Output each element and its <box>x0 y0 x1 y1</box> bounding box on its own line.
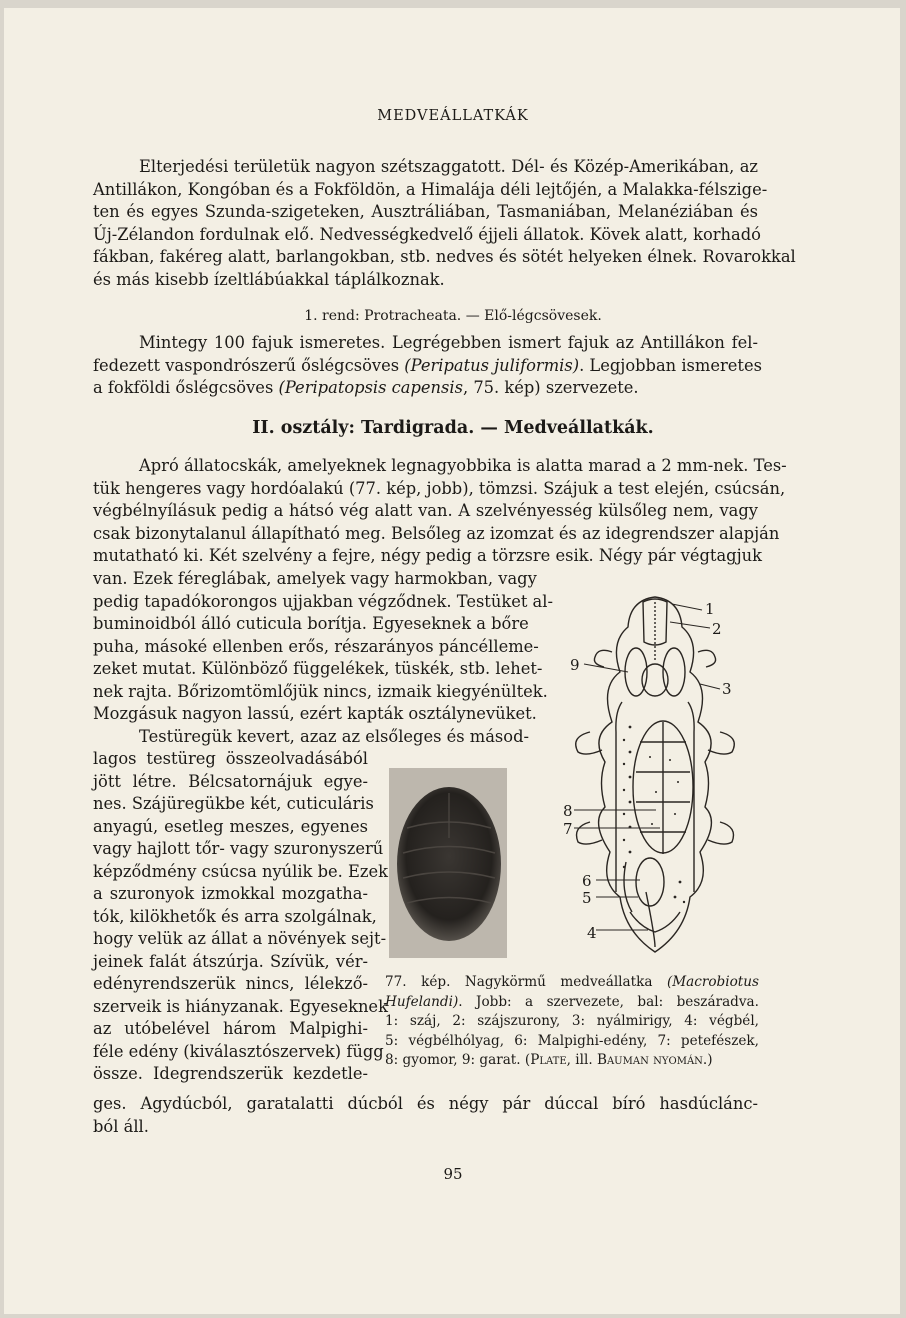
text-line: csak bizonytalanul állapítható meg. Belsőleg az izomzat és az idegrendszer alapján <box>93 523 780 543</box>
text-line: vagy hajlott tőr- vagy szuronyszerű <box>93 839 384 858</box>
text-line: Mintegy 100 fajuk ismeretes. Legrégebben ismert fajuk az Antillákon fel- <box>139 333 758 352</box>
page-number: 95 <box>443 1165 463 1183</box>
label-8: 8 <box>563 802 573 820</box>
label-7: 7 <box>563 820 573 838</box>
order-heading: 1. rend: Protracheata. — Elő-légcsövesek. <box>304 308 602 324</box>
text-line: és más kisebb ízeltlábúakkal táplálkoznak. <box>93 269 445 289</box>
text-line: nes. Szájüregükbe két, cuticuláris <box>93 794 374 813</box>
text-line: fákban, fakéreg alatt, barlangokban, stb. nedves és sötét helyeken élnek. Rovarokkal <box>93 247 796 266</box>
caption-line: 5: végbélhólyag, 6: Malpighi-edény, 7: petefészek, <box>385 1032 759 1049</box>
tardigrade-anatomy-figure <box>560 592 750 967</box>
text-beside-figure <box>93 568 553 748</box>
text-line: ten és egyes Szunda-szigeteken, Ausztráliában, Tasmaniában, Melanéziában és <box>93 202 758 221</box>
text-line: képződmény csúcsa nyúlik be. Ezek <box>93 861 388 881</box>
text-line: a fokföldi őslégcsöves (Peripatopsis capensis, 75. kép) szervezete. <box>93 378 639 397</box>
label-5: 5 <box>582 889 592 907</box>
caption-line: 1: száj, 2: szájszurony, 3: nyálmirigy, 4: végbél, <box>385 1013 759 1029</box>
text-line: edényrendszerük nincs, lélekző- <box>93 974 368 993</box>
text-line: ges. Agydúcból, garatalatti dúcból és négy pár dúccal bíró hasdúclánc- <box>93 1094 758 1113</box>
text-line: az utóbelével három Malpighi- <box>93 1019 368 1038</box>
label-6: 6 <box>582 872 592 890</box>
text-line: össze. Idegrendszerük kezdetle- <box>93 1064 368 1083</box>
text-line: a szuronyok izmokkal mozgatha- <box>93 884 368 903</box>
caption-line: Hufelandi). Jobb: a szervezete, bal: beszáradva. <box>385 993 759 1010</box>
dried-tardigrade-photo <box>389 768 507 958</box>
text-line: fedezett vaspondrószerű őslégcsöves (Peripatus juliformis). Legjobban ismeretes <box>93 355 762 375</box>
text-line: puha, másoké ellenben erős, részarányos páncélleme- <box>93 636 539 656</box>
label-3: 3 <box>722 680 732 698</box>
class-heading: II. osztály: Tardigrada. — Medveállatkák. <box>252 418 654 438</box>
running-header: MEDVEÁLLATKÁK <box>377 108 529 124</box>
figure-caption <box>385 973 759 1071</box>
label-4: 4 <box>587 924 597 942</box>
intro-paragraph <box>93 156 796 291</box>
text-line: Antillákon, Kongóban és a Fokföldön, a Himalája déli lejtőjén, a Malakka-félszige- <box>93 179 768 199</box>
closing-lines <box>93 1093 758 1138</box>
text-line: Elterjedési területük nagyon szétszaggatott. Dél- és Közép-Amerikában, az <box>139 157 758 176</box>
caption-line: 77. kép. Nagykörmű medveállatka (Macrobiotus <box>385 974 759 990</box>
text-line: ból áll. <box>93 1116 149 1136</box>
order-paragraph <box>93 332 762 400</box>
text-line: végbélnyílásuk pedig a hátsó vég alatt van. A szelvényesség külsőleg nem, vagy <box>93 501 758 520</box>
text-beside-photo <box>93 748 388 1086</box>
label-9: 9 <box>570 656 580 674</box>
text-line: tók, kilökhetők és arra szolgálnak, <box>93 906 377 926</box>
text-line: Új-Zélandon fordulnak elő. Nedvességkedvelő éjjeli állatok. Kövek alatt, korhadó <box>93 224 761 244</box>
tardigrada-paragraph <box>93 455 787 568</box>
text-line: van. Ezek féreglábak, amelyek vagy harmokban, vagy <box>93 569 537 588</box>
text-line: zeket mutat. Különböző függelékek, tüskék, stb. lehet- <box>93 659 543 678</box>
text-line: mutatható ki. Két szelvény a fejre, négy pedig a törzsre esik. Négy pár végtagjuk <box>93 546 763 565</box>
text-line: buminoidból álló cuticula borítja. Egyeseknek a bőre <box>93 614 529 633</box>
label-2: 2 <box>712 620 722 638</box>
text-line: anyagú, esetleg meszes, egyenes <box>93 816 368 836</box>
label-1: 1 <box>705 600 715 618</box>
text-line: nek rajta. Bőrizomtömlőjük nincs, izmaik kiegyénültek. <box>93 681 548 701</box>
text-line: Mozgásuk nagyon lassú, ezért kapták osztálynevüket. <box>93 704 537 723</box>
text-line: tük hengeres vagy hordóalakú (77. kép, jobb), tömzsi. Szájuk a test elején, csúcsán, <box>93 478 786 498</box>
text-line: jeinek falát átszúrja. Szívük, vér- <box>93 951 368 971</box>
text-line: lagos testüreg összeolvadásából <box>93 749 368 768</box>
text-line: szerveik is hiányzanak. Egyeseknek <box>93 996 388 1016</box>
text-line: féle edény (kiválasztószervek) függ <box>93 1041 384 1061</box>
text-line: Apró állatocskák, amelyeknek legnagyobbika is alatta marad a 2 mm-nek. Tes- <box>139 456 787 475</box>
text-line: Testüregük kevert, azaz az elsőleges és másod- <box>139 726 530 746</box>
text-line: pedig tapadókorongos ujjakban végződnek. Testüket al- <box>93 591 553 611</box>
text-line: hogy velük az állat a növények sejt- <box>93 929 387 948</box>
text-line: jött létre. Bélcsatornájuk egye- <box>93 771 368 791</box>
caption-line: 8: gyomor, 9: garat. (Plate, ill. Bauman nyomán.) <box>385 1052 713 1068</box>
